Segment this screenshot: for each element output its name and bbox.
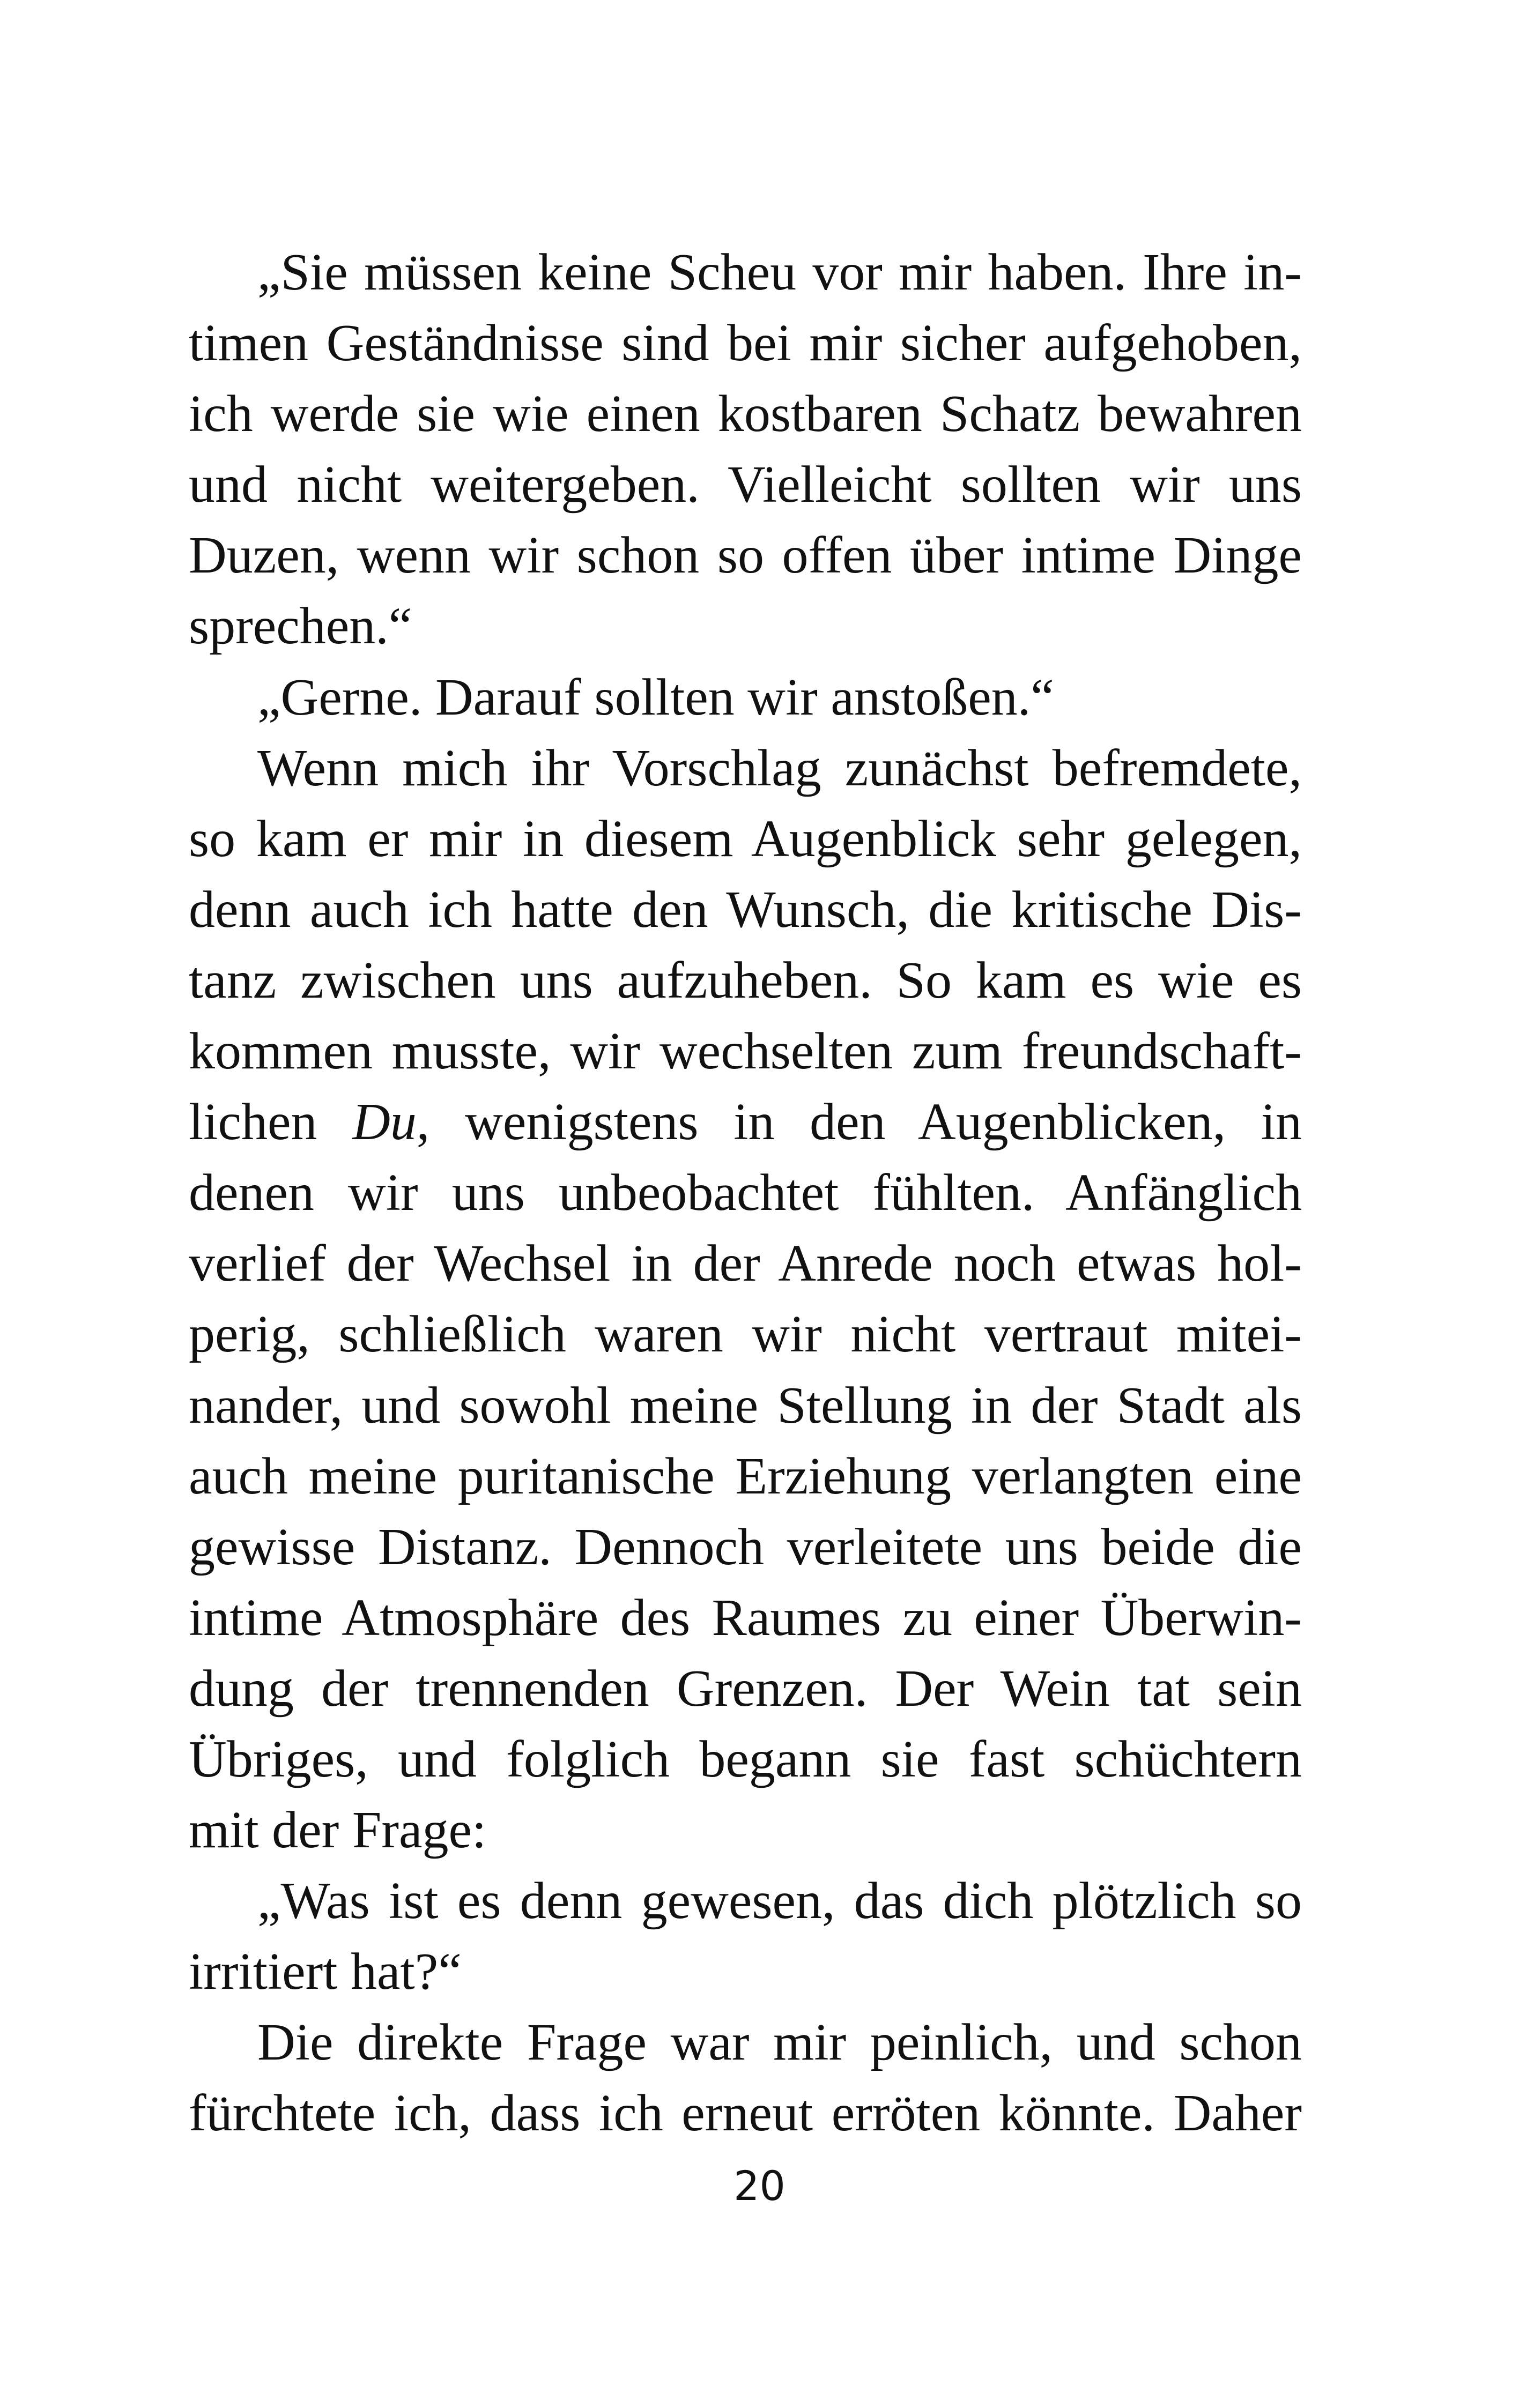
text-line: denn auch ich hatte den Wunsch, die kritische Dis-: [189, 880, 1302, 939]
text-line: „Was ist es denn gewesen, das dich plötzlich so: [257, 1872, 1302, 1930]
text-line: Duzen, wenn wir schon so offen über intime Dinge: [189, 526, 1302, 585]
text-line: sprechen.“: [189, 597, 412, 656]
page-number: 20: [733, 2162, 786, 2210]
text-fragment: lichen: [189, 1093, 353, 1151]
text-line: tanz zwischen uns aufzuheben. So kam es wie es: [189, 951, 1302, 1009]
text-line: irritiert hat?“: [189, 1943, 462, 2001]
text-line: timen Geständnisse sind bei mir sicher aufgehoben,: [189, 314, 1302, 373]
text-fragment: , wenigstens in den Augenblicken, in: [416, 1093, 1302, 1151]
text-line: und nicht weitergeben. Vielleicht sollten wir uns: [189, 456, 1302, 514]
text-line: denen wir uns unbeobachtet fühlten. Anfänglich: [189, 1164, 1302, 1222]
text-line: dung der trennenden Grenzen. Der Wein tat sein: [189, 1659, 1302, 1718]
text-line: so kam er mir in diesem Augenblick sehr gelegen,: [189, 809, 1302, 868]
text-line: auch meine puritanische Erziehung verlangten eine: [189, 1447, 1302, 1505]
text-line: perig, schließlich waren wir nicht vertraut mitei-: [189, 1305, 1302, 1364]
text-line: fürchtete ich, dass ich erneut erröten könnte. Daher: [189, 2084, 1302, 2143]
text-line: „Gerne. Darauf sollten wir anstoßen.“: [257, 668, 1054, 726]
text-line: Die direkte Frage war mir peinlich, und schon: [257, 2013, 1302, 2072]
text-line: nander, und sowohl meine Stellung in der Stadt als: [189, 1376, 1302, 1435]
text-line: intime Atmosphäre des Raumes zu einer Überwin-: [189, 1588, 1302, 1647]
text-line: gewisse Distanz. Dennoch verleitete uns beide die: [189, 1518, 1302, 1576]
text-line: ich werde sie wie einen kostbaren Schatz bewahren: [189, 385, 1302, 443]
text-line: „Sie müssen keine Scheu vor mir haben. Ihre in-: [257, 243, 1302, 301]
body-text: [189, 237, 1302, 2149]
italic-word: Du: [352, 1093, 417, 1151]
text-line: Wenn mich ihr Vorschlag zunächst befremdete,: [257, 739, 1302, 797]
text-line: verlief der Wechsel in der Anrede noch etwas hol-: [189, 1235, 1302, 1293]
text-line: mit der Frage:: [189, 1801, 487, 1860]
text-line: [189, 1087, 1302, 1157]
text-line: kommen musste, wir wechselten zum freundschaft-: [189, 1022, 1302, 1081]
text-line: Übriges, und folglich begann sie fast schüchtern: [189, 1730, 1302, 1788]
